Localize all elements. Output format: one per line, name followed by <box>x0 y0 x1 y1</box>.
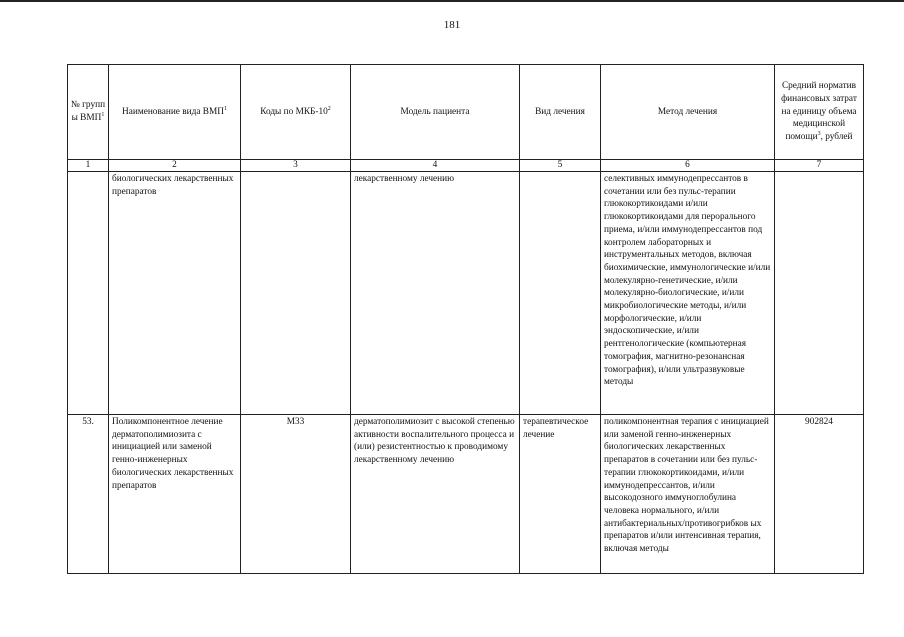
row-treatment-method <box>601 415 775 574</box>
column-number: 6 <box>601 160 775 172</box>
column-number: 3 <box>241 160 351 172</box>
row-patient-model: дерматополимиозит с высокой степенью активности воспалительного процесса и (или) резистентностью к проводимому лекарственному лечению <box>351 415 520 574</box>
column-number: 5 <box>520 160 601 172</box>
column-number: 1 <box>68 160 109 172</box>
vmp-table <box>67 64 864 574</box>
column-number: 4 <box>351 160 520 172</box>
row-icd-codes: М33 <box>241 415 351 574</box>
row-treatment-type <box>520 172 601 415</box>
header-vmp-name: Наименование вида ВМП$^1$ <box>109 65 241 160</box>
page-number: 181 <box>443 19 461 31</box>
row-icd-codes <box>241 172 351 415</box>
header-row <box>68 65 864 160</box>
row-group-number: 53. <box>68 415 109 574</box>
column-number-row <box>68 160 864 172</box>
column-number: 2 <box>109 160 241 172</box>
header-group-number: № групп ы ВМП$^1$ <box>68 65 109 160</box>
header-patient-model: Модель пациента <box>351 65 520 160</box>
header-average-cost: Средний норматив финансовых затрат на единицу объема медицинской помощи$^3$, рублей <box>775 65 864 160</box>
row-treatment-method <box>601 172 775 415</box>
top-border-line <box>0 0 904 2</box>
header-treatment-method: Метод лечения <box>601 65 775 160</box>
row-average-cost <box>775 172 864 415</box>
header-treatment-type: Вид лечения <box>520 65 601 160</box>
row-treatment-method-text: поликомпонентная терапия с инициацией или заменой генно-инженерных биологических лекарственных препаратов в сочетании или без пульс-терапии глюкокортикоидами, и/или иммунодепрессантов, и/или высокодозного иммуноглобулина человека нормального, и/или антибактериальных/противогрибков ых препаратов и/или интенсивная терапия, включая методы <box>604 417 769 555</box>
row-patient-model: лекарственному лечению <box>351 172 520 415</box>
header-icd-codes: Коды по МКБ-$10^2$ <box>241 65 351 160</box>
row-vmp-name: биологических лекарственных препаратов <box>109 172 241 415</box>
table-row <box>68 415 864 574</box>
table-row <box>68 172 864 415</box>
column-number: 7 <box>775 160 864 172</box>
row-group-number <box>68 172 109 415</box>
row-treatment-type: терапевтическое лечение <box>520 415 601 574</box>
row-treatment-method-text: селективных иммунодепрессантов в сочетании или без пульс-терапии глюкокортикоидами и/или глюкокортикоидами для перорального приема, и/или иммунодепрессантов под контролем лабораторных и инструментальных методов, включая биохимические, иммунологические и/или молекулярно-генетические, и/или молекулярно-биологические, и/или микробиологические методы, и/или морфологические, и/или эндоскопические, и/или рентгенологические (компьютерная томография, магнитно-резонансная томография), и/или ультразвуковые методы <box>604 174 771 388</box>
row-average-cost: 902824 <box>775 415 864 574</box>
row-vmp-name: Поликомпонентное лечение дерматополимиозита с инициацией или заменой генно-инженерных биологических лекарственных препаратов <box>109 415 241 574</box>
